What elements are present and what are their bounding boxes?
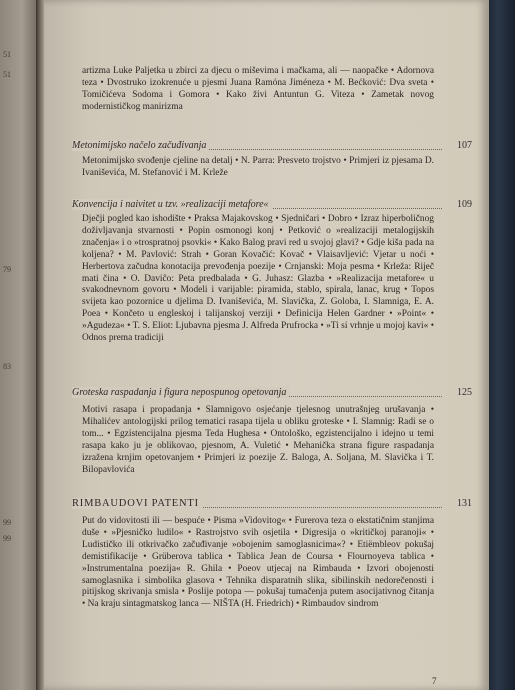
entry-summary: Put do vidovitosti ili — bespuće • Pisma »Vidovitog« • Furerova teza o ekstatičnim stanjima duše • »Pjesničko ludilo« • Rastrojstvo svih osjetila • Digresija o »kritičkoj paranoji« • Ludističko ili otkrivačko začuđivanje »obojenim samoglasnicima«? • Etiëmbleov pokušaj demistifikacije • Grüberova tablica • Tablica Jean de Coursa • Flournoyeva tablica • »Instrumentalna poezija« R. Ghila • Poeov utjecaj na Rimbauda • Izvori obojenosti samoglasnika i simbolika glasova • Tehnika disparatnih slika, sibilinskih nedorečenosti i pitijskog skrivanja smisla • Poslije potopa — pokušaj tumačenja putem asocijativnog čitanja • Na kraju sintagmatskog lanca — NIŠTA (H. Friedrich) • Rimbaudov sindrom: [82, 516, 434, 610]
book-cover-edge: [487, 0, 515, 690]
entry-heading-row: [72, 387, 472, 401]
entry-title: RIMBAUDOVI PATENTI: [72, 498, 202, 509]
entry-title: Metonimijsko načelo začuđivanja: [72, 140, 209, 151]
margin-number: 79: [3, 265, 11, 274]
margin-number: 51: [3, 50, 11, 59]
page-folio-number: 7: [432, 676, 437, 686]
table-of-contents: [44, 0, 489, 690]
facing-page-edge: [0, 0, 40, 690]
entry-summary: Motivi rasapa i propadanja • Slamnigovo osjećanje tjelesnog unutrašnjeg urušavanja • Mihalićev antologijski prilog tematici rasapa tijela u obliku groteske • I. Slamnig: Radi se o tom... • Egzistencijalna pjesma Teda Hughesa • Ontološko, egzistencijalno i idejno u temi rasapa kako ju je oblikovao, pjesnom, A. Vuletić • Mehanička strana figure raspadanja izražena krnjim opetovanjem • Primjeri iz poezije Z. Baloga, A. Soljana, M. Slavička i T. Bilopavlovića: [82, 405, 434, 475]
entry-page-number: 131: [454, 498, 472, 509]
entry-page-number: 109: [454, 199, 472, 210]
entry-heading-row: [72, 140, 472, 154]
entry-heading-row: [72, 199, 472, 213]
margin-number: 83: [3, 362, 11, 371]
entry-title: Groteska raspadanja i figura nepospunog opetovanja: [72, 387, 289, 398]
margin-number: 51: [3, 70, 11, 79]
entry-heading-row: [72, 498, 472, 512]
margin-number: 99: [3, 534, 11, 543]
entry-title: Konvencija i naivitet u tzv. »realizaciji metafore«: [72, 199, 272, 210]
entry-page-number: 107: [454, 140, 472, 151]
entry-page-number: 125: [454, 387, 472, 398]
margin-number: 99: [3, 518, 11, 527]
entry-summary: artizma Luke Paljetka u zbirci za djecu o miševima i mačkama, ali — naopačke • Adornova teza • Dvostruko izokrenuće u pjesmi Juana Ramóna Jiméneza • M. Bećković: Dva sveta • Tomičićeva Sodoma i Gomora • Kako živi Antuntun G. Viteza • Zametak novog modernističkog manirizma: [82, 66, 434, 112]
entry-summary: Metonimijsko svođenje cjeline na detalj • N. Parra: Presveto trojstvo • Primjeri iz pjesama D. Ivaniševića, M. Stefanović i M. Krleže: [82, 156, 434, 178]
entry-summary: Dječji pogled kao ishodište • Praksa Majakovskog • Sjedničari • Dobro • Izraz hiperboličnog doživljavanja stvarnosti • Popin osmonogi konj • Petković o »realizaciji metalogijskih značenja« i o »trospratnoj psovki« • Kako Balog pravi red u svojoj glavi? • Gdje kiša pada na koljena? • M. Pavlović: Strah • Goran Kovačić: Kovač • Vlaisavljević: Vjetar u noći • Herbertova začudna konotacija prevođenja poezije • Crnjanski: Moja pesma • Krleža: Riječ mati čina • O. Daviĉo: Peta predbalada • G. Juhasz: Glazba • »Realizacija metafore« u svakodnevnom govoru • Modeli i varijable: piramida, stablo, spirala, lanac, krug • Topos svijeta kao pozornice u djelima D. Ivaniševića, M. Slavička, Z. Goloba, I. Slamniga, E. A. Poea • Končeto u engleskoj i talijanskoj verziji • Definicija Helen Gardner • »Point« • »Agudeza« • T. S. Eliot: Ljubavna pjesma J. Alfreda Prufrocka • »Ti si vrhnje u mojoj kavi« • Odnos prema tradiciji: [82, 214, 434, 344]
book-page: [44, 0, 489, 690]
